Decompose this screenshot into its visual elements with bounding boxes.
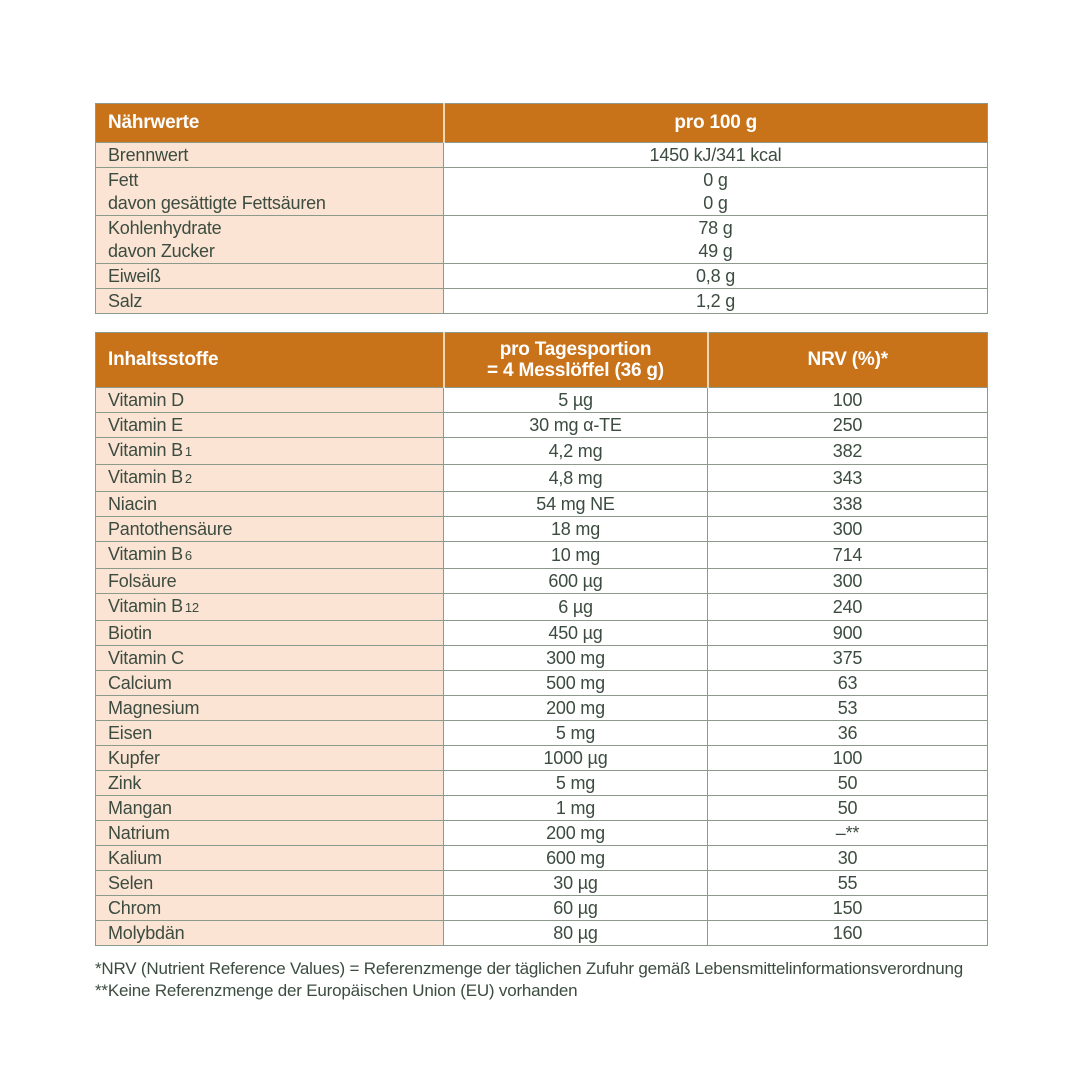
ingredient-row	[96, 542, 988, 569]
ingredient-row	[96, 896, 988, 921]
ingredient-name-cell	[96, 696, 444, 721]
ingredient-row	[96, 413, 988, 438]
footnotes	[95, 958, 987, 1002]
ingredient-name-cell	[96, 921, 444, 946]
ingredient-name: Biotin	[108, 623, 152, 643]
ingredient-nrv-cell: 375	[708, 646, 988, 671]
nutrient-value: 78 g	[698, 217, 733, 238]
nutrient-label-cell	[96, 216, 444, 264]
ingredient-nrv-cell: 250	[708, 413, 988, 438]
ingredient-name: Pantothensäure	[108, 519, 233, 539]
ingredient-name-cell	[96, 569, 444, 594]
ingredient-name-cell	[96, 465, 444, 492]
per-100g-header: pro 100 g	[444, 104, 988, 143]
ingredient-name: Niacin	[108, 494, 157, 514]
ingredient-amount-cell: 200 mg	[444, 821, 708, 846]
ingredient-row	[96, 671, 988, 696]
ingredient-amount-cell: 4,2 mg	[444, 438, 708, 465]
ingredient-nrv-cell: 714	[708, 542, 988, 569]
ingredient-nrv-cell: 343	[708, 465, 988, 492]
nutrient-value: 0,8 g	[695, 265, 736, 286]
ingredients-table-title: Inhaltsstoffe	[96, 333, 444, 388]
nutrient-value-cell	[444, 216, 988, 264]
ingredient-name-subscript: 2	[184, 471, 192, 486]
ingredient-name-cell	[96, 821, 444, 846]
ingredient-nrv-cell: 300	[708, 569, 988, 594]
ingredient-row	[96, 517, 988, 542]
ingredient-row	[96, 821, 988, 846]
nutrient-label-cell	[96, 264, 444, 289]
ingredient-name-cell	[96, 896, 444, 921]
ingredient-row	[96, 388, 988, 413]
nutrient-value: 0 g	[703, 192, 728, 213]
ingredient-row	[96, 721, 988, 746]
ingredient-name: Vitamin D	[108, 390, 184, 410]
nutrient-label: Fett	[108, 169, 139, 190]
ingredient-amount-cell: 600 µg	[444, 569, 708, 594]
per-serving-header-line1: pro Tagesportion	[499, 339, 652, 360]
ingredient-name-cell	[96, 871, 444, 896]
nutrient-label-cell	[96, 143, 444, 168]
ingredient-name: Vitamin E	[108, 415, 183, 435]
per-serving-header-line2: = 4 Messlöffel (36 g)	[487, 360, 664, 381]
ingredient-name: Kupfer	[108, 748, 160, 768]
ingredient-row	[96, 796, 988, 821]
nutrient-value: 1,2 g	[695, 290, 736, 311]
nutrient-value: 0 g	[703, 169, 728, 190]
ingredient-name-cell	[96, 621, 444, 646]
nutrition-panel	[95, 103, 987, 1002]
nutrient-label: Salz	[108, 290, 143, 311]
nutrient-value: 1450 kJ/341 kcal	[649, 144, 782, 165]
ingredient-name-cell	[96, 517, 444, 542]
ingredient-amount-cell: 6 µg	[444, 594, 708, 621]
nutrient-value-cell	[444, 289, 988, 314]
ingredient-nrv-cell: 150	[708, 896, 988, 921]
ingredient-name-subscript: 12	[184, 600, 199, 615]
nutrient-value-cell	[444, 264, 988, 289]
nutrition-table-header-row	[96, 104, 988, 143]
ingredient-name: Zink	[108, 773, 142, 793]
ingredient-name: Kalium	[108, 848, 162, 868]
ingredients-table	[95, 332, 988, 946]
nutrient-label-cell	[96, 168, 444, 216]
ingredient-nrv-cell: 50	[708, 796, 988, 821]
ingredient-name: Selen	[108, 873, 154, 893]
ingredient-name-cell	[96, 796, 444, 821]
ingredient-name: Vitamin B	[108, 544, 183, 564]
ingredient-row	[96, 846, 988, 871]
ingredient-row	[96, 465, 988, 492]
ingredient-nrv-cell: 338	[708, 492, 988, 517]
footnote-nrv: *NRV (Nutrient Reference Values) = Referenzmenge der täglichen Zufuhr gemäß Lebensmittelinformationsverordnung	[95, 959, 963, 978]
ingredient-row	[96, 921, 988, 946]
ingredients-table-header-row	[96, 333, 988, 388]
ingredient-amount-cell: 200 mg	[444, 696, 708, 721]
ingredient-row	[96, 696, 988, 721]
ingredient-nrv-cell: 160	[708, 921, 988, 946]
ingredient-row	[96, 492, 988, 517]
ingredient-row	[96, 646, 988, 671]
nutrient-label: Eiweiß	[108, 265, 161, 286]
nutrient-value-cell	[444, 143, 988, 168]
nutrient-value: 49 g	[698, 240, 733, 261]
ingredient-nrv-cell: 300	[708, 517, 988, 542]
ingredient-row	[96, 438, 988, 465]
nutrition-table-body	[96, 143, 988, 314]
ingredient-amount-cell: 5 mg	[444, 771, 708, 796]
ingredient-row	[96, 621, 988, 646]
ingredient-nrv-cell: 55	[708, 871, 988, 896]
ingredient-name: Vitamin B	[108, 440, 183, 460]
ingredient-nrv-cell: 63	[708, 671, 988, 696]
ingredient-name: Vitamin B	[108, 467, 183, 487]
ingredient-name-cell	[96, 388, 444, 413]
ingredient-nrv-cell: 36	[708, 721, 988, 746]
ingredient-name-cell	[96, 671, 444, 696]
ingredient-nrv-cell: 50	[708, 771, 988, 796]
ingredient-name: Calcium	[108, 673, 172, 693]
nutrition-row	[96, 264, 988, 289]
ingredient-name-cell	[96, 413, 444, 438]
ingredient-name-cell	[96, 594, 444, 621]
ingredient-name-cell	[96, 646, 444, 671]
ingredient-amount-cell: 30 mg α-TE	[444, 413, 708, 438]
ingredient-row	[96, 746, 988, 771]
per-serving-header	[444, 333, 708, 388]
ingredient-amount-cell: 80 µg	[444, 921, 708, 946]
ingredient-row	[96, 594, 988, 621]
ingredient-name: Chrom	[108, 898, 162, 918]
ingredient-nrv-cell: 382	[708, 438, 988, 465]
ingredient-name-subscript: 6	[184, 548, 192, 563]
ingredient-name-cell	[96, 721, 444, 746]
nutrition-row	[96, 168, 988, 216]
ingredient-name-cell	[96, 771, 444, 796]
ingredient-amount-cell: 60 µg	[444, 896, 708, 921]
ingredient-amount-cell: 1000 µg	[444, 746, 708, 771]
ingredient-amount-cell: 1 mg	[444, 796, 708, 821]
nutrition-row	[96, 216, 988, 264]
ingredient-name-cell	[96, 542, 444, 569]
ingredient-name-cell	[96, 438, 444, 465]
ingredient-name-cell	[96, 492, 444, 517]
nutrient-label: davon Zucker	[108, 240, 215, 261]
ingredient-amount-cell: 10 mg	[444, 542, 708, 569]
ingredient-nrv-cell: 240	[708, 594, 988, 621]
ingredient-nrv-cell: 53	[708, 696, 988, 721]
ingredient-amount-cell: 5 µg	[444, 388, 708, 413]
ingredient-name: Eisen	[108, 723, 153, 743]
ingredient-nrv-cell: –**	[708, 821, 988, 846]
ingredient-name: Vitamin C	[108, 648, 184, 668]
ingredient-nrv-cell: 100	[708, 746, 988, 771]
ingredient-name: Natrium	[108, 823, 170, 843]
ingredient-name: Mangan	[108, 798, 172, 818]
ingredient-name: Magnesium	[108, 698, 200, 718]
ingredient-amount-cell: 30 µg	[444, 871, 708, 896]
ingredient-row	[96, 871, 988, 896]
nutrient-label: davon gesättigte Fettsäuren	[108, 192, 326, 213]
ingredient-amount-cell: 500 mg	[444, 671, 708, 696]
nrv-header: NRV (%)*	[708, 333, 988, 388]
ingredient-amount-cell: 18 mg	[444, 517, 708, 542]
ingredient-name: Folsäure	[108, 571, 177, 591]
ingredient-row	[96, 771, 988, 796]
ingredient-amount-cell: 4,8 mg	[444, 465, 708, 492]
nutrition-row	[96, 143, 988, 168]
footnote-eu: **Keine Referenzmenge der Europäischen Union (EU) vorhanden	[95, 981, 578, 1000]
nutrition-table	[95, 103, 988, 314]
nutrient-label: Kohlenhydrate	[108, 217, 222, 238]
ingredient-nrv-cell: 900	[708, 621, 988, 646]
nutrient-label: Brennwert	[108, 144, 189, 165]
ingredient-amount-cell: 600 mg	[444, 846, 708, 871]
ingredient-name: Vitamin B	[108, 596, 183, 616]
nutrition-row	[96, 289, 988, 314]
ingredient-amount-cell: 5 mg	[444, 721, 708, 746]
ingredients-table-body	[96, 388, 988, 946]
nutrient-label-cell	[96, 289, 444, 314]
ingredient-nrv-cell: 100	[708, 388, 988, 413]
ingredient-amount-cell: 300 mg	[444, 646, 708, 671]
ingredient-amount-cell: 450 µg	[444, 621, 708, 646]
nutrient-value-cell	[444, 168, 988, 216]
nutrition-table-title: Nährwerte	[96, 104, 444, 143]
ingredient-nrv-cell: 30	[708, 846, 988, 871]
ingredient-name-subscript: 1	[184, 444, 192, 459]
ingredient-name: Molybdän	[108, 923, 185, 943]
ingredient-amount-cell: 54 mg NE	[444, 492, 708, 517]
ingredient-name-cell	[96, 846, 444, 871]
ingredient-name-cell	[96, 746, 444, 771]
ingredient-row	[96, 569, 988, 594]
